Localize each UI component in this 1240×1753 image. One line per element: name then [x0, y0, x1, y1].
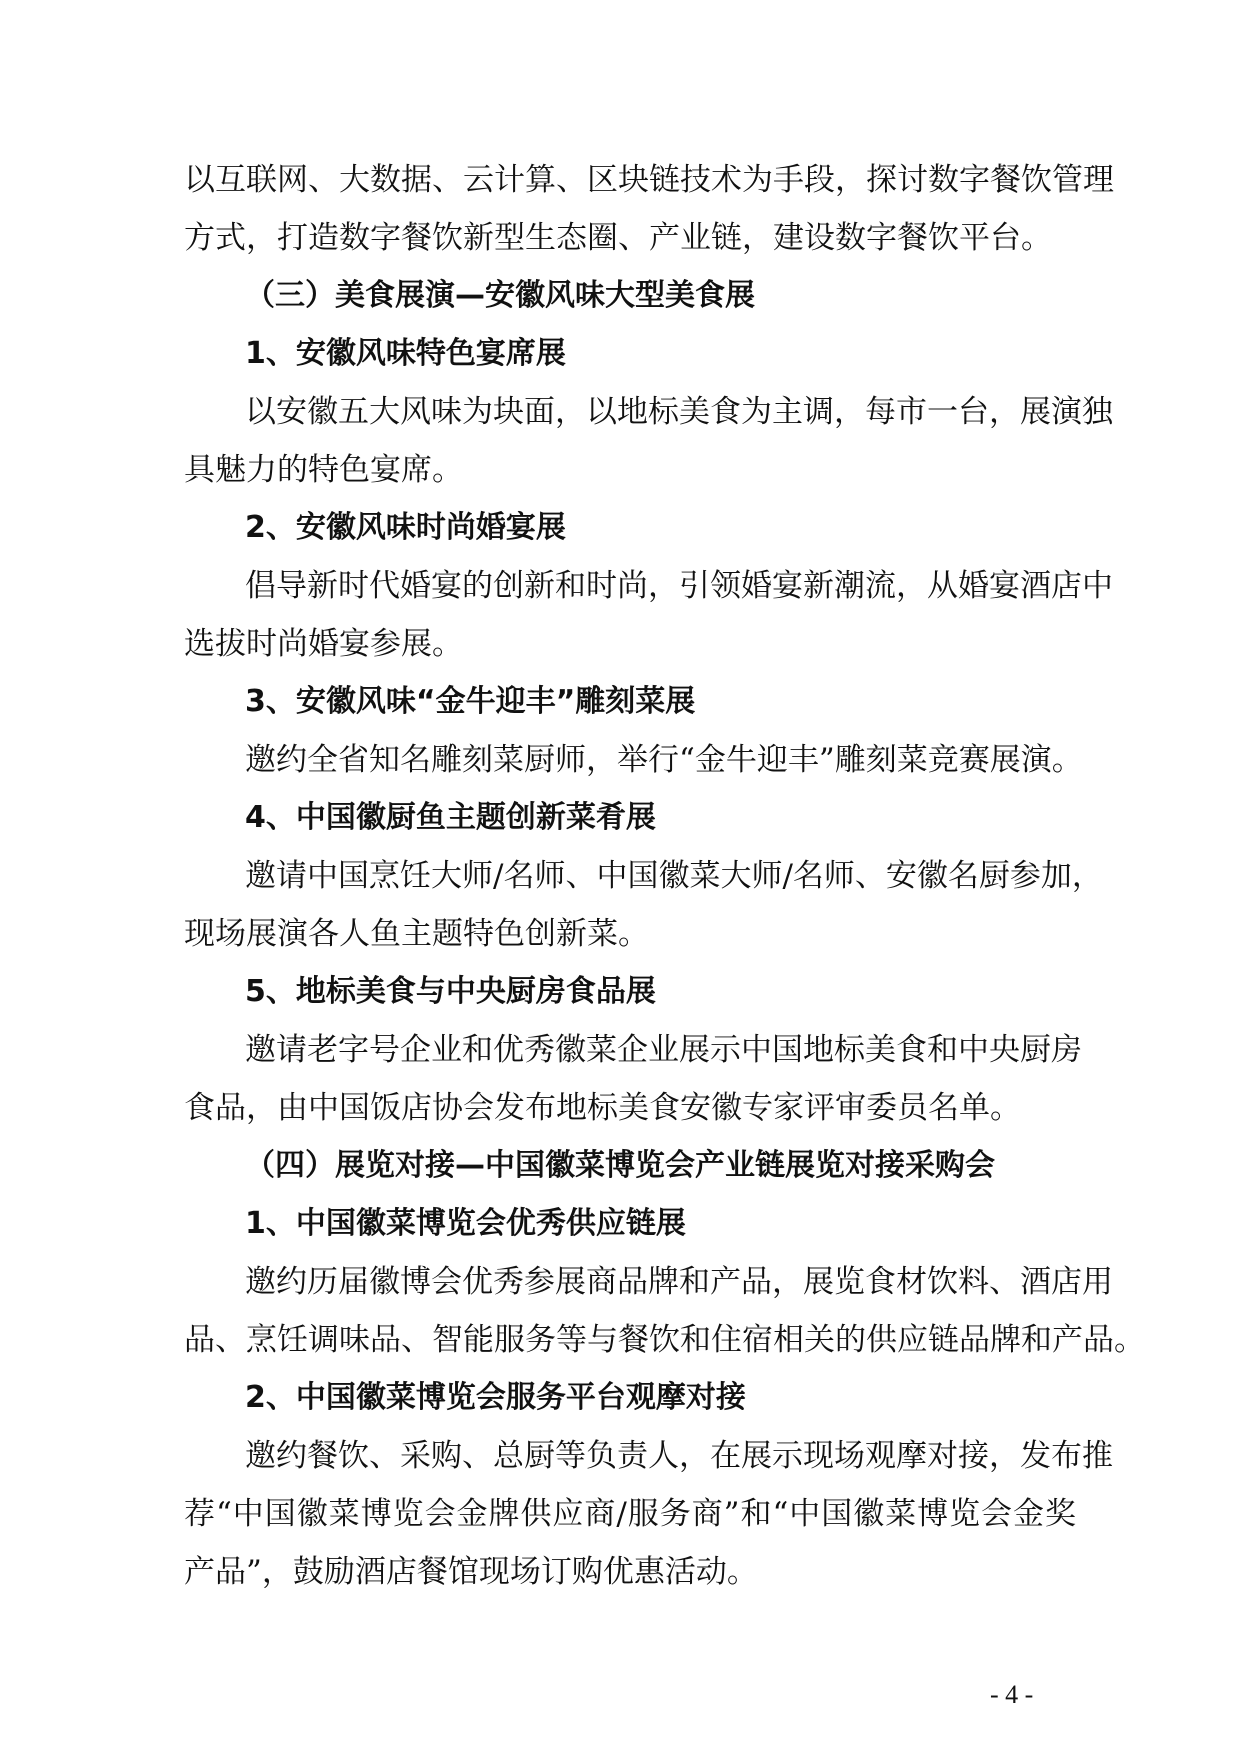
paragraph-line: 食品，由中国饭店协会发布地标美食安徽专家评审委员名单。 [184, 1090, 1021, 1126]
paragraph-line: 现场展演各人鱼主题特色创新菜。 [184, 916, 649, 952]
item-heading: 2、安徽风味时尚婚宴展 [245, 510, 566, 545]
item-heading: 4、中国徽厨鱼主题创新菜肴展 [245, 800, 656, 835]
section-heading: （三）美食展演—安徽风味大型美食展 [245, 278, 755, 313]
item-heading: 2、中国徽菜博览会服务平台观摩对接 [245, 1380, 746, 1415]
paragraph-line: 选拔时尚婚宴参展。 [184, 626, 463, 662]
paragraph-line: 品、烹饪调味品、智能服务等与餐饮和住宿相关的供应链品牌和产品。 [184, 1322, 1145, 1358]
item-heading: 5、地标美食与中央厨房食品展 [245, 974, 656, 1009]
paragraph-line: 邀约全省知名雕刻菜厨师，举行“金牛迎丰”雕刻菜竞赛展演。 [245, 742, 1083, 778]
item-heading: 3、安徽风味“金牛迎丰”雕刻菜展 [245, 684, 696, 719]
paragraph-line: 具魅力的特色宴席。 [184, 452, 463, 488]
page-number: - 4 - [990, 1680, 1034, 1709]
paragraph-line: 以互联网、大数据、云计算、区块链技术为手段，探讨数字餐饮管理 [184, 162, 1114, 198]
paragraph-line: 邀约历届徽博会优秀参展商品牌和产品，展览食材饮料、酒店用 [245, 1264, 1113, 1300]
paragraph-line: 产品”，鼓励酒店餐馆现场订购优惠活动。 [184, 1554, 758, 1590]
section-heading: （四）展览对接—中国徽菜博览会产业链展览对接采购会 [245, 1148, 995, 1183]
paragraph-line: 方式，打造数字餐饮新型生态圈、产业链，建设数字餐饮平台。 [184, 220, 1052, 256]
paragraph-line: 以安徽五大风味为块面，以地标美食为主调，每市一台，展演独 [245, 394, 1113, 430]
item-heading: 1、安徽风味特色宴席展 [245, 336, 566, 371]
paragraph-line: 邀请中国烹饪大师/名师、中国徽菜大师/名师、安徽名厨参加， [245, 858, 1103, 894]
paragraph-line: 倡导新时代婚宴的创新和时尚，引领婚宴新潮流，从婚宴酒店中 [245, 568, 1113, 604]
paragraph-line: 邀约餐饮、采购、总厨等负责人，在展示现场观摩对接，发布推 [245, 1438, 1113, 1474]
paragraph-line: 荐“中国徽菜博览会金牌供应商/服务商”和“中国徽菜博览会金奖 [184, 1496, 1076, 1532]
item-heading: 1、中国徽菜博览会优秀供应链展 [245, 1206, 686, 1241]
paragraph-line: 邀请老字号企业和优秀徽菜企业展示中国地标美食和中央厨房 [245, 1032, 1082, 1068]
